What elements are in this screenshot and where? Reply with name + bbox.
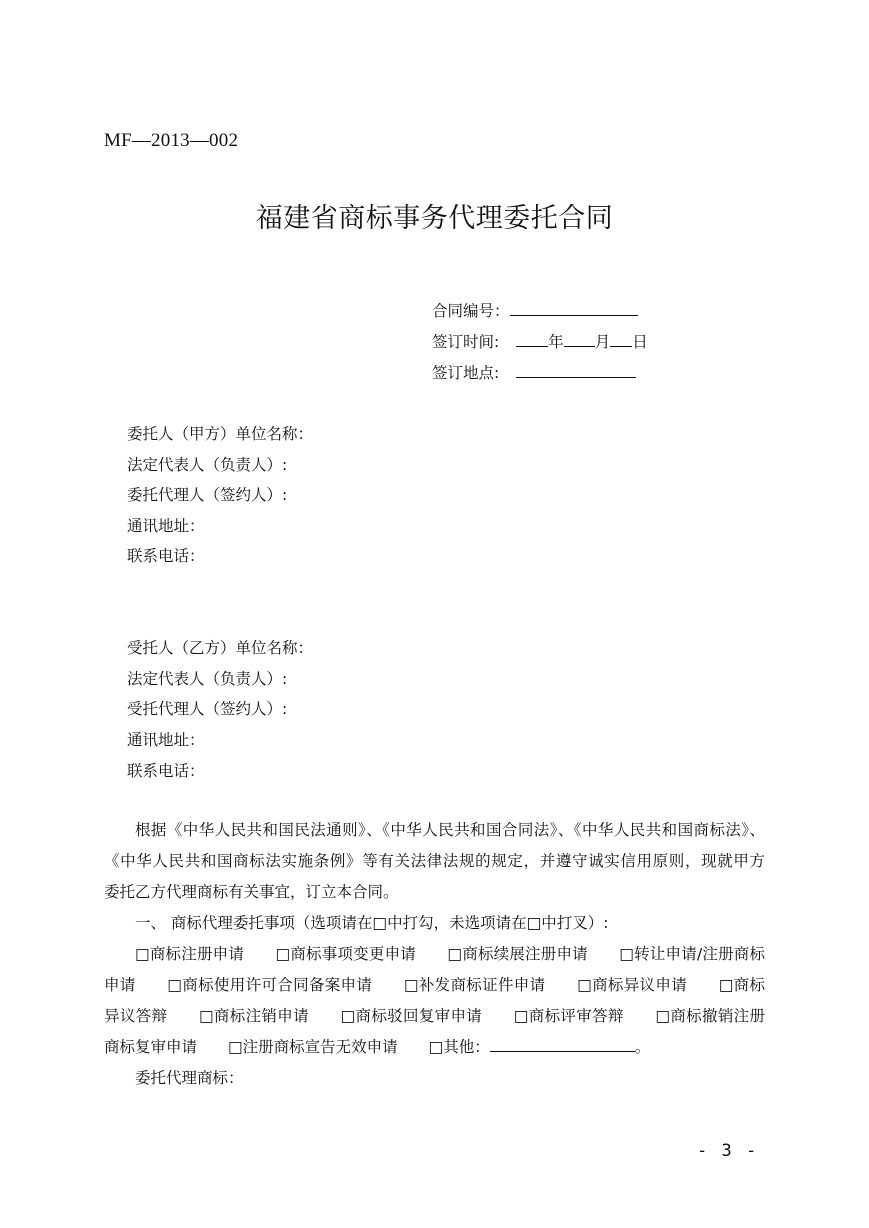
- party-a-name-label: 委托人（甲方）单位名称：: [127, 425, 314, 443]
- day-label: 日: [632, 333, 648, 351]
- party-a-address-label: 通讯地址：: [127, 517, 205, 535]
- year-label: 年: [548, 333, 564, 351]
- options-line-2: 申请 □商标使用许可合同备案申请 □补发商标证件申请 □商标异议申请 □商标: [104, 976, 765, 994]
- entrusted-mark-label: 委托代理商标：: [135, 1069, 244, 1087]
- party-a-phone-label: 联系电话：: [127, 547, 205, 565]
- options-line-4-end: 。: [634, 1038, 651, 1056]
- party-b-legal-rep-label: 法定代表人（负责人）:: [127, 670, 288, 688]
- contract-number-label: 合同编号：: [432, 302, 510, 320]
- party-b-agent-label: 受托代理人（签约人）:: [127, 700, 288, 718]
- sign-place-label: 签订地点:: [432, 364, 500, 382]
- sign-place-row: [432, 361, 636, 383]
- other-blank[interactable]: [490, 1035, 635, 1052]
- options-line-3: 异议答辩 □商标注销申请 □商标驳回复审申请 □商标评审答辩 □商标撤销注册: [104, 1007, 765, 1025]
- year-blank[interactable]: [516, 330, 548, 347]
- contract-body: [104, 815, 765, 1094]
- options-line-4: [104, 1032, 765, 1063]
- month-blank[interactable]: [564, 330, 595, 347]
- document-title: 福建省商标事务代理委托合同: [255, 203, 614, 234]
- sign-date-row: [432, 330, 648, 352]
- options-line-4-text: 商标复审申请 □注册商标宣告无效申请 □其他：: [104, 1038, 490, 1056]
- intro-line-2: 《中华人民共和国商标法实施条例》等有关法律法规的规定，并遵守诚实信用原则，现就甲方: [104, 852, 765, 870]
- page-number: - 3 -: [697, 1141, 759, 1161]
- party-a-agent-label: 委托代理人（签约人）:: [127, 486, 288, 504]
- sign-place-blank[interactable]: [516, 361, 636, 378]
- party-a-legal-rep-label: 法定代表人（负责人）:: [127, 456, 288, 474]
- options-line-1: □商标注册申请 □商标事项变更申请 □商标续展注册申请 □转让申请/注册商标: [135, 945, 765, 963]
- section-1-heading: 一、 商标代理委托事项（选项请在□中打勾，未选项请在□中打叉）:: [135, 914, 609, 932]
- contract-number-blank[interactable]: [510, 299, 638, 316]
- document-code: MF—2013—002: [104, 130, 239, 151]
- party-b-address-label: 通讯地址：: [127, 731, 205, 749]
- party-b-phone-label: 联系电话：: [127, 762, 205, 780]
- intro-line-1: 根据《中华人民共和国民法通则》、《中华人民共和国合同法》、《中华人民共和国商标法》、: [135, 821, 765, 839]
- day-blank[interactable]: [610, 330, 632, 347]
- party-b-name-label: 受托人（乙方）单位名称：: [127, 639, 314, 657]
- intro-line-3: 委托乙方代理商标有关事宜，订立本合同。: [104, 883, 399, 901]
- contract-number-row: [432, 299, 638, 321]
- month-label: 月: [594, 333, 611, 351]
- sign-date-label: 签订时间:: [432, 333, 500, 351]
